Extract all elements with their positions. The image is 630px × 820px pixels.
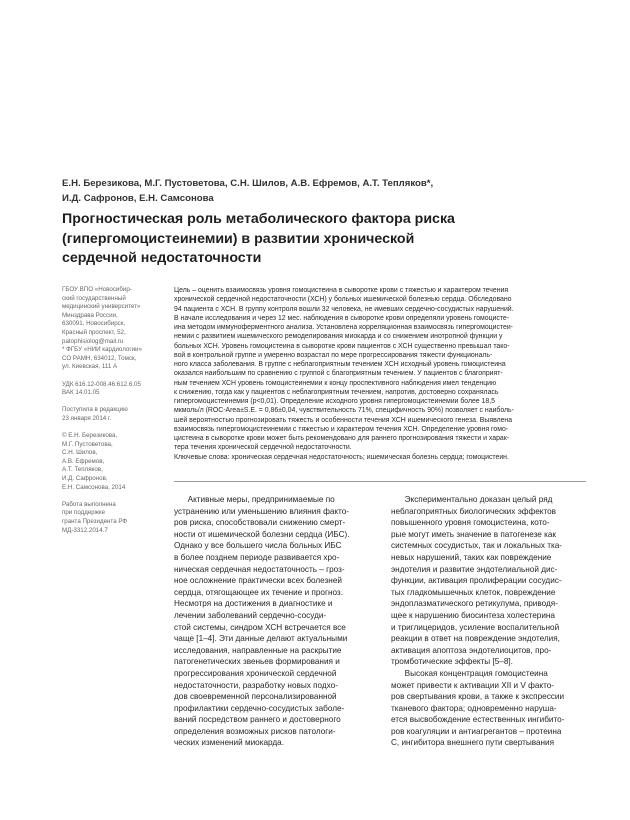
body-line: ров коагуляции и антиагрегантов – протеина: [391, 726, 562, 736]
body-line: ется высвобождение естественных ингибито-: [391, 715, 565, 725]
article-title: [62, 210, 622, 269]
title-line: Прогностическая роль метаболического фактора риска: [62, 211, 455, 227]
body-line: тканевого фактора; одновременно наруша-: [391, 703, 557, 713]
abstract-line: 94 пациента с ХСН. В группу контроля вошли 32 человека, не имевших сердечно-сосудистых нарушений.: [174, 305, 514, 313]
udc-line: УДК 616.12-008.46:612.6.05: [62, 380, 141, 388]
udc-line: ВАК 14.01.05: [62, 389, 100, 397]
body-line: ческих изменений миокарда.: [174, 738, 285, 748]
received-date: [62, 406, 157, 423]
funding-line: при поддержке: [62, 509, 106, 517]
copyright-line: А.В. Ефремов,: [62, 457, 105, 465]
abstract-line: тера течения хронической сердечной недостаточности.: [174, 444, 352, 452]
body-line: Однако у все большего числа больных ИБС: [174, 541, 342, 551]
body-line: щее к нарушению биосинтеза холестерина: [391, 610, 555, 620]
body-line: повышенного уровня гомоцистеина, кото-: [391, 518, 550, 528]
abstract-line: хронической сердечной недостаточности (ХСН) у больных ишемической болезнью сердца. Обследовано: [174, 296, 512, 304]
copyright-line: А.Т. Тепляков,: [62, 466, 103, 474]
body-line: патогенетических звеньев формирования и: [174, 657, 340, 667]
affiliation-line: СО РАМН, 634012, Томск,: [62, 354, 137, 362]
abstract-line: взаимосвязь гипергомоцистеинемии с тяжестью и характером течения ХСН. Определение уровня гомо-: [174, 425, 509, 433]
body-line: тромботические эффекты [5–8].: [391, 657, 513, 667]
body-line: устранению или уменьшению влияния факто-: [174, 506, 349, 516]
abstract-line: ина методом иммуноферментного анализа. Установлена корреляционная взаимосвязь гипергомоцистеи-: [174, 324, 513, 331]
copyright-line: И.Д. Сафронов,: [62, 475, 108, 483]
body-line: функции, активация пролиферации сосудис-: [391, 576, 562, 586]
affiliation-email: patophisiolog@mail.ru: [62, 337, 124, 345]
abstract-line: ным течением ХСН уровень гомоцистеинемии к концу проспективного наблюдения имел тенденцию: [174, 379, 497, 387]
body-line: Экспериментально доказан целый ряд: [391, 495, 553, 504]
abstract-line: Цель – оценить взаимосвязь уровня гомоцистеина в сыворотке крови с тяжестью и характером течения: [174, 287, 509, 294]
title-line: сердечной недостаточности: [62, 250, 262, 267]
abstract-line: оказался наибольшим по сравнению с группой с благоприятным течением. У пациентов с благоприят-: [174, 370, 503, 378]
body-line: рые могут иметь значение в патогенезе как: [391, 529, 557, 539]
funding-line: гранта Президента РФ: [62, 518, 128, 526]
affiliation-line: 630091, Новосибирск,: [62, 320, 126, 328]
affiliation: [62, 286, 157, 372]
abstract-line: больных ХСН. Уровень гомоцистеина в сыворотке крови пациентов с ХСН существенно превышал тако-: [174, 342, 510, 350]
received-line: Поступила в редакцию: [62, 406, 128, 414]
funding-line: Работа выполнена: [62, 500, 116, 508]
body-line: Активные меры, предпринимаемые по: [174, 495, 335, 504]
body-line: недостаточности, разработку новых подхо-: [174, 680, 338, 690]
affiliation-line: * ФГБУ «НИИ кардиологии»: [62, 346, 142, 354]
abstract-line: немии с развитием ишемического ремоделирования миокарда и со снижением инотропной функции у: [174, 333, 503, 341]
authors-line: И.Д. Сафронов, Е.Н. Самсонова: [62, 193, 214, 204]
body-line: в более позднем периоде развивается хро-: [174, 552, 340, 562]
affiliation-line: Минздрава России,: [62, 311, 118, 319]
authors: [62, 176, 582, 206]
udc-codes: [62, 381, 157, 398]
abstract-line: В начале исследования и через 12 мес. наблюдения в сыворотке крови определяли уровень гомоцисте-: [174, 314, 510, 322]
body-line: невых нарушений, таких как повреждение: [391, 552, 552, 562]
authors-line: Е.Н. Березикова, М.Г. Пустоветова, С.Н. Шилов, А.В. Ефремов, А.Т. Тепляков*,: [62, 178, 434, 189]
received-line: 23 января 2014 г.: [62, 414, 112, 422]
body-line: активация апоптоза эндотелиоцитов, про-: [391, 645, 552, 655]
abstract-line: к снижению, тогда как у пациентов с неблагоприятным течением, напротив, достоверно сохранялась: [174, 388, 499, 396]
body-line: ваний посредством раннего и достоверного: [174, 715, 341, 725]
body-line: Несмотря на достижения в диагностике и: [174, 599, 333, 609]
copyright-line: Е.Н. Самсонова, 2014: [62, 483, 126, 491]
abstract-line: цистеина в сыворотке крови может быть рекомендовано для раннего прогнозирования тяжести и харак-: [174, 435, 510, 442]
abstract-line: шей вероятностью прогнозировать тяжесть и особенности течения ХСН ишемического генеза. Выявлена: [174, 416, 513, 424]
body-line: исследования, направленные на раскрытие: [174, 645, 342, 655]
abstract-line: мкмоль/л (ROC-Area±S.E. = 0,86±0,04, чувствительность 71%, специфичность 90%) позволяет с наиболь-: [174, 407, 514, 415]
body-line: ров свертывания крови, а также к экспрессии: [391, 692, 565, 702]
body-line: дов своевременной персонализированной: [174, 692, 337, 702]
affiliation-line: ский государственный: [62, 294, 126, 302]
sidebar: [62, 286, 157, 544]
body-line: тых гладкомышечных клеток, повреждение: [391, 587, 556, 597]
body-line: профилактики сердечно-сосудистых заболе-: [174, 703, 345, 713]
body-line: ническая сердечная недостаточность – гроз-: [174, 564, 345, 574]
body-column-left: [174, 494, 370, 749]
funding: [62, 501, 157, 535]
affiliation-line: Красный проспект, 52,: [62, 328, 126, 336]
section-divider: [174, 481, 586, 482]
abstract-line: вой в контрольной группе и умеренно возрастал по мере прогрессирования тяжести функциональ-: [174, 351, 493, 359]
body-line: лечении заболеваний сердечно-сосуди-: [174, 610, 327, 620]
abstract-line: ного класса заболевания. В группе с неблагоприятным течением ХСН исходный уровень гомоцистеина: [174, 361, 506, 368]
body-line: может привести к активации XII и V факто-: [391, 680, 555, 690]
body-line: C, ингибитора внешнего пути свертывания: [391, 738, 555, 748]
body-line: неблагоприятных биологических эффектов: [391, 506, 557, 516]
body-line: ное осложнение практически всех болезней: [174, 576, 342, 586]
affiliation-line: ГБОУ ВПО «Новосибир-: [62, 286, 132, 293]
body-line: эндоплазматического ретикулума, приводя-: [391, 599, 558, 609]
body-line: Высокая концентрация гомоцистеина: [391, 668, 548, 678]
body-line: ности от ишемической болезни сердца (ИБС).: [174, 529, 350, 539]
copyright-line: © Е.Н. Березикова,: [62, 432, 118, 440]
keywords-line: Ключевые слова: хроническая сердечная недостаточность; ишемическая болезнь сердца; гомоцистеин.: [174, 453, 509, 461]
body-line: реакции в ответ на повреждение эндотелия,: [391, 634, 560, 644]
body-line: определения возможных рисков патологи-: [174, 726, 336, 736]
copyright-line: М.Г. Пустоветова,: [62, 440, 113, 448]
body-line: эндотелия и развитие эндотелиальной дис-: [391, 564, 558, 574]
copyright: [62, 432, 157, 492]
body-line: чаще [1–4]. Эти данные делают актуальными: [174, 634, 348, 644]
abstract: [174, 286, 586, 462]
body-line: стой системы, синдром ХСН встречается все: [174, 622, 346, 632]
abstract-line: гипергомоцистеинемия (p<0,01). Определение исходного уровня гипергомоцистеинемии более 18,5: [174, 398, 495, 405]
body-line: ров риска, способствовали снижению смерт-: [174, 518, 346, 528]
title-line: (гипергомоцистеинемии) в развитии хронической: [62, 230, 415, 247]
body-line: прогрессирования хронической сердечной: [174, 668, 337, 678]
affiliation-line: медицинский университет»: [62, 303, 141, 311]
body-line: системных сосудистых, так и локальных тка-: [391, 541, 563, 551]
copyright-line: С.Н. Шилов,: [62, 449, 98, 457]
body-column-right: [391, 494, 587, 749]
funding-line: МД-3312.2014.7: [62, 526, 108, 534]
affiliation-line: ул. Киевская, 111 А: [62, 363, 118, 371]
body-line: и триглицеридов, усиление воспалительной: [391, 622, 560, 632]
body-line: сердца, отягощающее их течение и прогноз.: [174, 587, 343, 597]
